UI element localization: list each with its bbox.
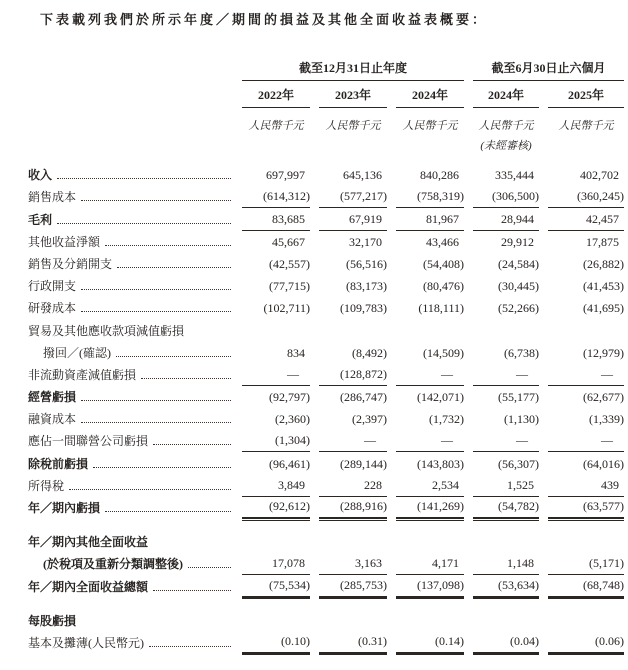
value-cell — [396, 212, 464, 231]
dot-leader — [93, 467, 231, 468]
value-text: (2,397) — [352, 412, 387, 427]
value-cell — [473, 550, 539, 553]
row-label-text: 研發成本 — [28, 301, 77, 316]
value-text: (614,312) — [263, 189, 310, 204]
value-cell — [396, 457, 464, 475]
value-cell — [242, 578, 310, 598]
value-text: (63,577) — [583, 499, 624, 513]
table-row — [28, 575, 624, 597]
value-text: (41,695) — [583, 301, 624, 316]
value-text: (109,783) — [340, 301, 387, 316]
row-label-text: 除稅前虧損 — [28, 456, 89, 471]
table-row — [28, 364, 624, 386]
row-label-text: 撥回／(確認) — [43, 345, 111, 360]
value-text: 29,912 — [501, 234, 534, 249]
value-text: (577,217) — [340, 189, 387, 204]
value-cell — [242, 301, 310, 319]
value-cell — [242, 168, 310, 186]
value-cell — [548, 168, 624, 186]
row-label — [28, 578, 233, 598]
value-text: (92,612) — [269, 499, 310, 513]
value-cell — [396, 499, 464, 519]
value-text: (1,732) — [429, 412, 464, 427]
row-label-text: 基本及攤薄(人民幣元) — [28, 635, 144, 650]
value-cell — [319, 499, 387, 519]
value-text: 1,148 — [507, 556, 534, 571]
value-text: (54,408) — [423, 256, 464, 271]
row-label-text: 行政開支 — [28, 279, 77, 294]
year-headers-row — [28, 86, 624, 108]
value-text: 439 — [601, 477, 619, 492]
value-cell — [319, 550, 387, 553]
currency-unit-label: 人民幣千元 — [325, 120, 381, 132]
year-header-2025-interim: 2025年 — [548, 86, 624, 108]
table-row — [28, 297, 624, 319]
value-cell — [319, 556, 387, 575]
value-cell — [548, 212, 624, 231]
value-cell — [548, 634, 624, 654]
row-label — [28, 366, 233, 386]
value-cell — [319, 301, 387, 319]
value-cell — [242, 390, 310, 408]
dot-leader — [81, 200, 231, 201]
row-label-text: 毛利 — [28, 212, 53, 227]
value-text: (142,071) — [417, 390, 464, 405]
value-cell — [473, 457, 539, 475]
row-label — [28, 388, 233, 408]
value-cell — [473, 629, 539, 632]
value-text: (289,144) — [340, 456, 387, 471]
value-cell — [548, 235, 624, 253]
year-header-2022: 2022年 — [242, 86, 310, 108]
value-text: (12,979) — [583, 345, 624, 360]
table-row — [28, 275, 624, 297]
value-cell — [319, 433, 387, 452]
value-text: (285,753) — [340, 577, 387, 592]
value-cell — [473, 499, 539, 519]
value-cell — [242, 556, 310, 575]
value-text: 3,163 — [355, 556, 382, 571]
value-text: (360,245) — [577, 189, 624, 204]
row-label — [28, 299, 233, 319]
value-text: (0.14) — [435, 633, 464, 648]
value-cell — [242, 457, 310, 475]
value-cell — [396, 550, 464, 553]
row-label — [28, 166, 233, 186]
column-group-annual — [242, 59, 464, 81]
value-text: (80,476) — [423, 279, 464, 294]
value-cell — [473, 367, 539, 386]
row-label — [28, 255, 233, 275]
value-cell — [473, 279, 539, 297]
value-cell — [548, 457, 624, 475]
value-cell — [473, 412, 539, 430]
row-label — [28, 432, 233, 452]
value-text: 1,525 — [507, 477, 534, 492]
value-cell — [396, 629, 464, 632]
value-cell — [473, 301, 539, 319]
value-text: 28,944 — [501, 211, 534, 226]
value-cell — [319, 212, 387, 231]
value-text: (56,516) — [346, 256, 387, 271]
value-cell — [396, 339, 464, 342]
value-cell — [473, 478, 539, 497]
nil-dash: — — [441, 366, 453, 381]
value-text: 42,457 — [586, 211, 619, 226]
table-row — [28, 186, 624, 208]
value-text: 834 — [287, 345, 305, 360]
value-cell — [242, 235, 310, 253]
currency-unit-label: 人民幣千元 — [478, 120, 534, 132]
value-text: (0.06) — [595, 633, 624, 648]
row-label — [28, 233, 233, 253]
value-cell — [396, 433, 464, 452]
row-label-text: 應佔一間聯營公司虧損 — [28, 434, 149, 449]
column-group-interim-label: 截至6月30日止六個月 — [491, 61, 606, 75]
dot-leader — [153, 444, 231, 445]
value-cell — [548, 550, 624, 553]
currency-unit-label: 人民幣千元 — [402, 120, 458, 132]
row-label — [28, 277, 233, 297]
value-cell — [548, 499, 624, 519]
value-cell — [548, 339, 624, 342]
dot-leader — [117, 267, 231, 268]
value-text: (30,445) — [498, 279, 539, 294]
dot-leader — [81, 400, 231, 401]
value-text: (143,803) — [417, 456, 464, 471]
value-cell — [319, 412, 387, 430]
dot-leader — [105, 511, 231, 512]
row-label — [28, 634, 233, 654]
value-text: 697,997 — [266, 168, 305, 183]
value-cell — [319, 629, 387, 632]
value-cell — [473, 390, 539, 408]
value-cell — [473, 168, 539, 186]
table-header — [28, 59, 624, 153]
table-row — [28, 253, 624, 275]
value-text: 2,534 — [432, 477, 459, 492]
value-text: (24,584) — [498, 256, 539, 271]
value-text: (141,269) — [417, 499, 464, 513]
value-text: (5,171) — [589, 556, 624, 571]
row-label — [28, 533, 233, 553]
value-text: (118,111) — [418, 301, 464, 316]
value-cell — [242, 212, 310, 231]
value-cell — [319, 168, 387, 186]
dot-leader — [149, 646, 231, 647]
income-statement-table — [28, 59, 624, 654]
value-text: (26,882) — [583, 256, 624, 271]
value-text: (0.31) — [358, 633, 387, 648]
row-label-text: 銷售成本 — [28, 190, 77, 205]
value-text: (0.10) — [281, 633, 310, 648]
dot-leader — [141, 378, 231, 379]
value-text: (75,534) — [269, 577, 310, 592]
value-text: (52,266) — [498, 301, 539, 316]
value-cell — [396, 390, 464, 408]
value-cell — [242, 367, 310, 386]
value-cell — [319, 257, 387, 275]
value-text: (2,360) — [275, 412, 310, 427]
value-cell — [319, 339, 387, 342]
year-header-2024: 2024年 — [396, 86, 464, 108]
value-cell — [548, 301, 624, 319]
dot-leader — [81, 311, 231, 312]
row-label — [28, 555, 233, 575]
table-row — [28, 386, 624, 408]
value-text: 43,466 — [426, 234, 459, 249]
value-cell — [242, 279, 310, 297]
value-text: (8,492) — [352, 345, 387, 360]
value-text: 45,667 — [272, 234, 305, 249]
row-label-text: 每股虧損 — [28, 613, 77, 628]
value-cell — [548, 412, 624, 430]
row-label-text: 融資成本 — [28, 412, 77, 427]
value-text: (286,747) — [340, 390, 387, 405]
value-text: (64,016) — [583, 456, 624, 471]
dot-leader — [153, 590, 231, 591]
value-text: (137,098) — [417, 577, 464, 592]
nil-dash: — — [287, 366, 299, 381]
dot-leader — [81, 422, 231, 423]
dot-leader — [188, 567, 231, 568]
table-row — [28, 610, 624, 632]
value-cell — [396, 556, 464, 575]
row-label-text: 年／期內虧損 — [28, 501, 101, 515]
value-text: (62,677) — [583, 390, 624, 405]
table-row — [28, 430, 624, 452]
row-label — [28, 322, 233, 342]
value-cell — [473, 189, 539, 208]
currency-unit-label: 人民幣千元 — [558, 120, 614, 132]
value-cell — [319, 367, 387, 386]
row-label — [28, 455, 233, 475]
value-cell — [396, 367, 464, 386]
row-label-text: 貿易及其他應收款項減值虧損 — [28, 323, 185, 338]
value-cell — [319, 235, 387, 253]
value-cell — [548, 578, 624, 598]
value-text: (68,748) — [583, 577, 624, 592]
value-text: 402,702 — [580, 168, 619, 183]
value-text: (306,500) — [492, 189, 539, 204]
value-cell — [242, 433, 310, 452]
value-text: 83,685 — [272, 211, 305, 226]
value-text: 335,444 — [495, 168, 534, 183]
value-text: 17,875 — [586, 234, 619, 249]
value-cell — [548, 257, 624, 275]
value-text: (758,319) — [417, 189, 464, 204]
value-cell — [548, 629, 624, 632]
value-cell — [473, 634, 539, 654]
value-text: (41,453) — [583, 279, 624, 294]
value-text: 3,849 — [278, 477, 305, 492]
value-cell — [242, 412, 310, 430]
value-text: (54,782) — [498, 499, 539, 513]
nil-dash: — — [364, 433, 376, 448]
table-row — [28, 553, 624, 575]
value-text: (56,307) — [498, 456, 539, 471]
value-cell — [548, 367, 624, 386]
row-label-text: 銷售及分銷開支 — [28, 256, 113, 271]
value-cell — [473, 235, 539, 253]
value-cell — [396, 189, 464, 208]
value-cell — [319, 478, 387, 497]
value-cell — [242, 257, 310, 275]
value-text: (6,738) — [504, 345, 539, 360]
value-text: (1,130) — [504, 412, 539, 427]
value-cell — [319, 346, 387, 364]
value-cell — [548, 279, 624, 297]
row-label-text: 所得稅 — [28, 478, 65, 493]
dot-leader — [81, 289, 231, 290]
column-groups-row — [28, 59, 624, 81]
nil-dash: — — [516, 433, 528, 448]
dot-leader — [116, 356, 231, 357]
table-row — [28, 208, 624, 230]
value-cell — [396, 412, 464, 430]
value-cell — [396, 578, 464, 598]
value-text: 17,078 — [272, 556, 305, 571]
value-cell — [242, 478, 310, 497]
currency-units-row — [28, 117, 624, 133]
currency-unit-label: 人民幣千元 — [248, 120, 304, 132]
value-text: (77,715) — [269, 279, 310, 294]
value-cell — [473, 339, 539, 342]
value-cell — [242, 346, 310, 364]
value-cell — [548, 478, 624, 497]
value-cell — [319, 390, 387, 408]
value-cell — [242, 629, 310, 632]
value-cell — [396, 279, 464, 297]
value-text: (42,557) — [269, 256, 310, 271]
value-cell — [242, 634, 310, 654]
year-header-2023: 2023年 — [319, 86, 387, 108]
value-cell — [473, 212, 539, 231]
value-text: (83,173) — [346, 279, 387, 294]
column-group-annual-label: 截至12月31日止年度 — [298, 61, 407, 75]
value-cell — [242, 499, 310, 519]
table-row — [28, 164, 624, 186]
value-cell — [473, 257, 539, 275]
value-cell — [473, 578, 539, 598]
nil-dash: — — [516, 366, 528, 381]
value-text: (96,461) — [269, 456, 310, 471]
column-group-interim — [473, 59, 624, 81]
value-cell — [396, 168, 464, 186]
value-cell — [319, 189, 387, 208]
row-label-text: 年／期內其他全面收益 — [28, 535, 149, 550]
row-label — [28, 410, 233, 430]
value-text: 840,286 — [420, 168, 459, 183]
value-cell — [548, 433, 624, 452]
value-cell — [396, 301, 464, 319]
value-text: (0.04) — [510, 633, 539, 648]
row-label-text: 非流動資產減值虧損 — [28, 367, 137, 382]
value-cell — [319, 457, 387, 475]
value-text: 4,171 — [432, 556, 459, 571]
row-label — [28, 188, 233, 208]
value-cell — [396, 478, 464, 497]
value-text: 81,967 — [426, 211, 459, 226]
value-text: (53,634) — [498, 577, 539, 592]
value-text: 32,170 — [349, 234, 382, 249]
value-text: (102,711) — [263, 301, 310, 316]
value-cell — [548, 390, 624, 408]
value-text: (128,872) — [340, 366, 387, 381]
value-cell — [473, 433, 539, 452]
value-cell — [396, 634, 464, 654]
row-label — [28, 499, 233, 519]
table-row — [28, 531, 624, 553]
row-label — [28, 344, 233, 364]
value-text: (1,304) — [275, 433, 310, 448]
value-text: 67,919 — [349, 211, 382, 226]
value-text: (92,797) — [269, 390, 310, 405]
value-cell — [473, 346, 539, 364]
row-label-text: 收入 — [28, 168, 53, 183]
table-row — [28, 497, 624, 519]
table-row — [28, 231, 624, 253]
page-title: 下表載列我們於所示年度／期間的損益及其他全面收益表概要： — [40, 12, 489, 27]
value-cell — [396, 346, 464, 364]
row-label — [28, 211, 233, 231]
dot-leader — [57, 223, 231, 224]
value-cell — [242, 550, 310, 553]
table-rows — [28, 164, 624, 654]
value-text: (55,177) — [498, 390, 539, 405]
value-text: 645,136 — [343, 168, 382, 183]
row-label-text: 其他收益淨額 — [28, 234, 101, 249]
table-row — [28, 319, 624, 341]
value-text: (288,916) — [340, 499, 387, 513]
row-label — [28, 612, 233, 632]
dot-leader — [105, 245, 231, 246]
row-label — [28, 477, 233, 497]
value-cell — [548, 556, 624, 575]
unaudited-note-row — [28, 137, 624, 153]
value-text: (1,339) — [589, 412, 624, 427]
value-cell — [319, 578, 387, 598]
table-row — [28, 342, 624, 364]
nil-dash: — — [601, 366, 613, 381]
value-cell — [473, 556, 539, 575]
table-row — [28, 452, 624, 474]
nil-dash: — — [441, 433, 453, 448]
value-cell — [396, 257, 464, 275]
dot-leader — [57, 178, 231, 179]
value-cell — [242, 189, 310, 208]
dot-leader — [69, 489, 231, 490]
year-header-2024-interim: 2024年 — [473, 86, 539, 108]
value-text: 228 — [364, 477, 382, 492]
value-cell — [396, 235, 464, 253]
value-cell — [242, 339, 310, 342]
row-label-text: 年／期內全面收益總額 — [28, 579, 149, 594]
value-cell — [319, 279, 387, 297]
table-row — [28, 475, 624, 497]
row-label-text: 經營虧損 — [28, 390, 77, 405]
value-cell — [548, 189, 624, 208]
value-cell — [548, 346, 624, 364]
value-cell — [319, 634, 387, 654]
nil-dash: — — [601, 433, 613, 448]
row-label-text: (於稅項及重新分類調整後) — [43, 557, 183, 572]
table-row — [28, 408, 624, 430]
value-text: (14,509) — [423, 345, 464, 360]
table-row — [28, 632, 624, 654]
unaudited-label: (未經審核) — [480, 140, 532, 152]
